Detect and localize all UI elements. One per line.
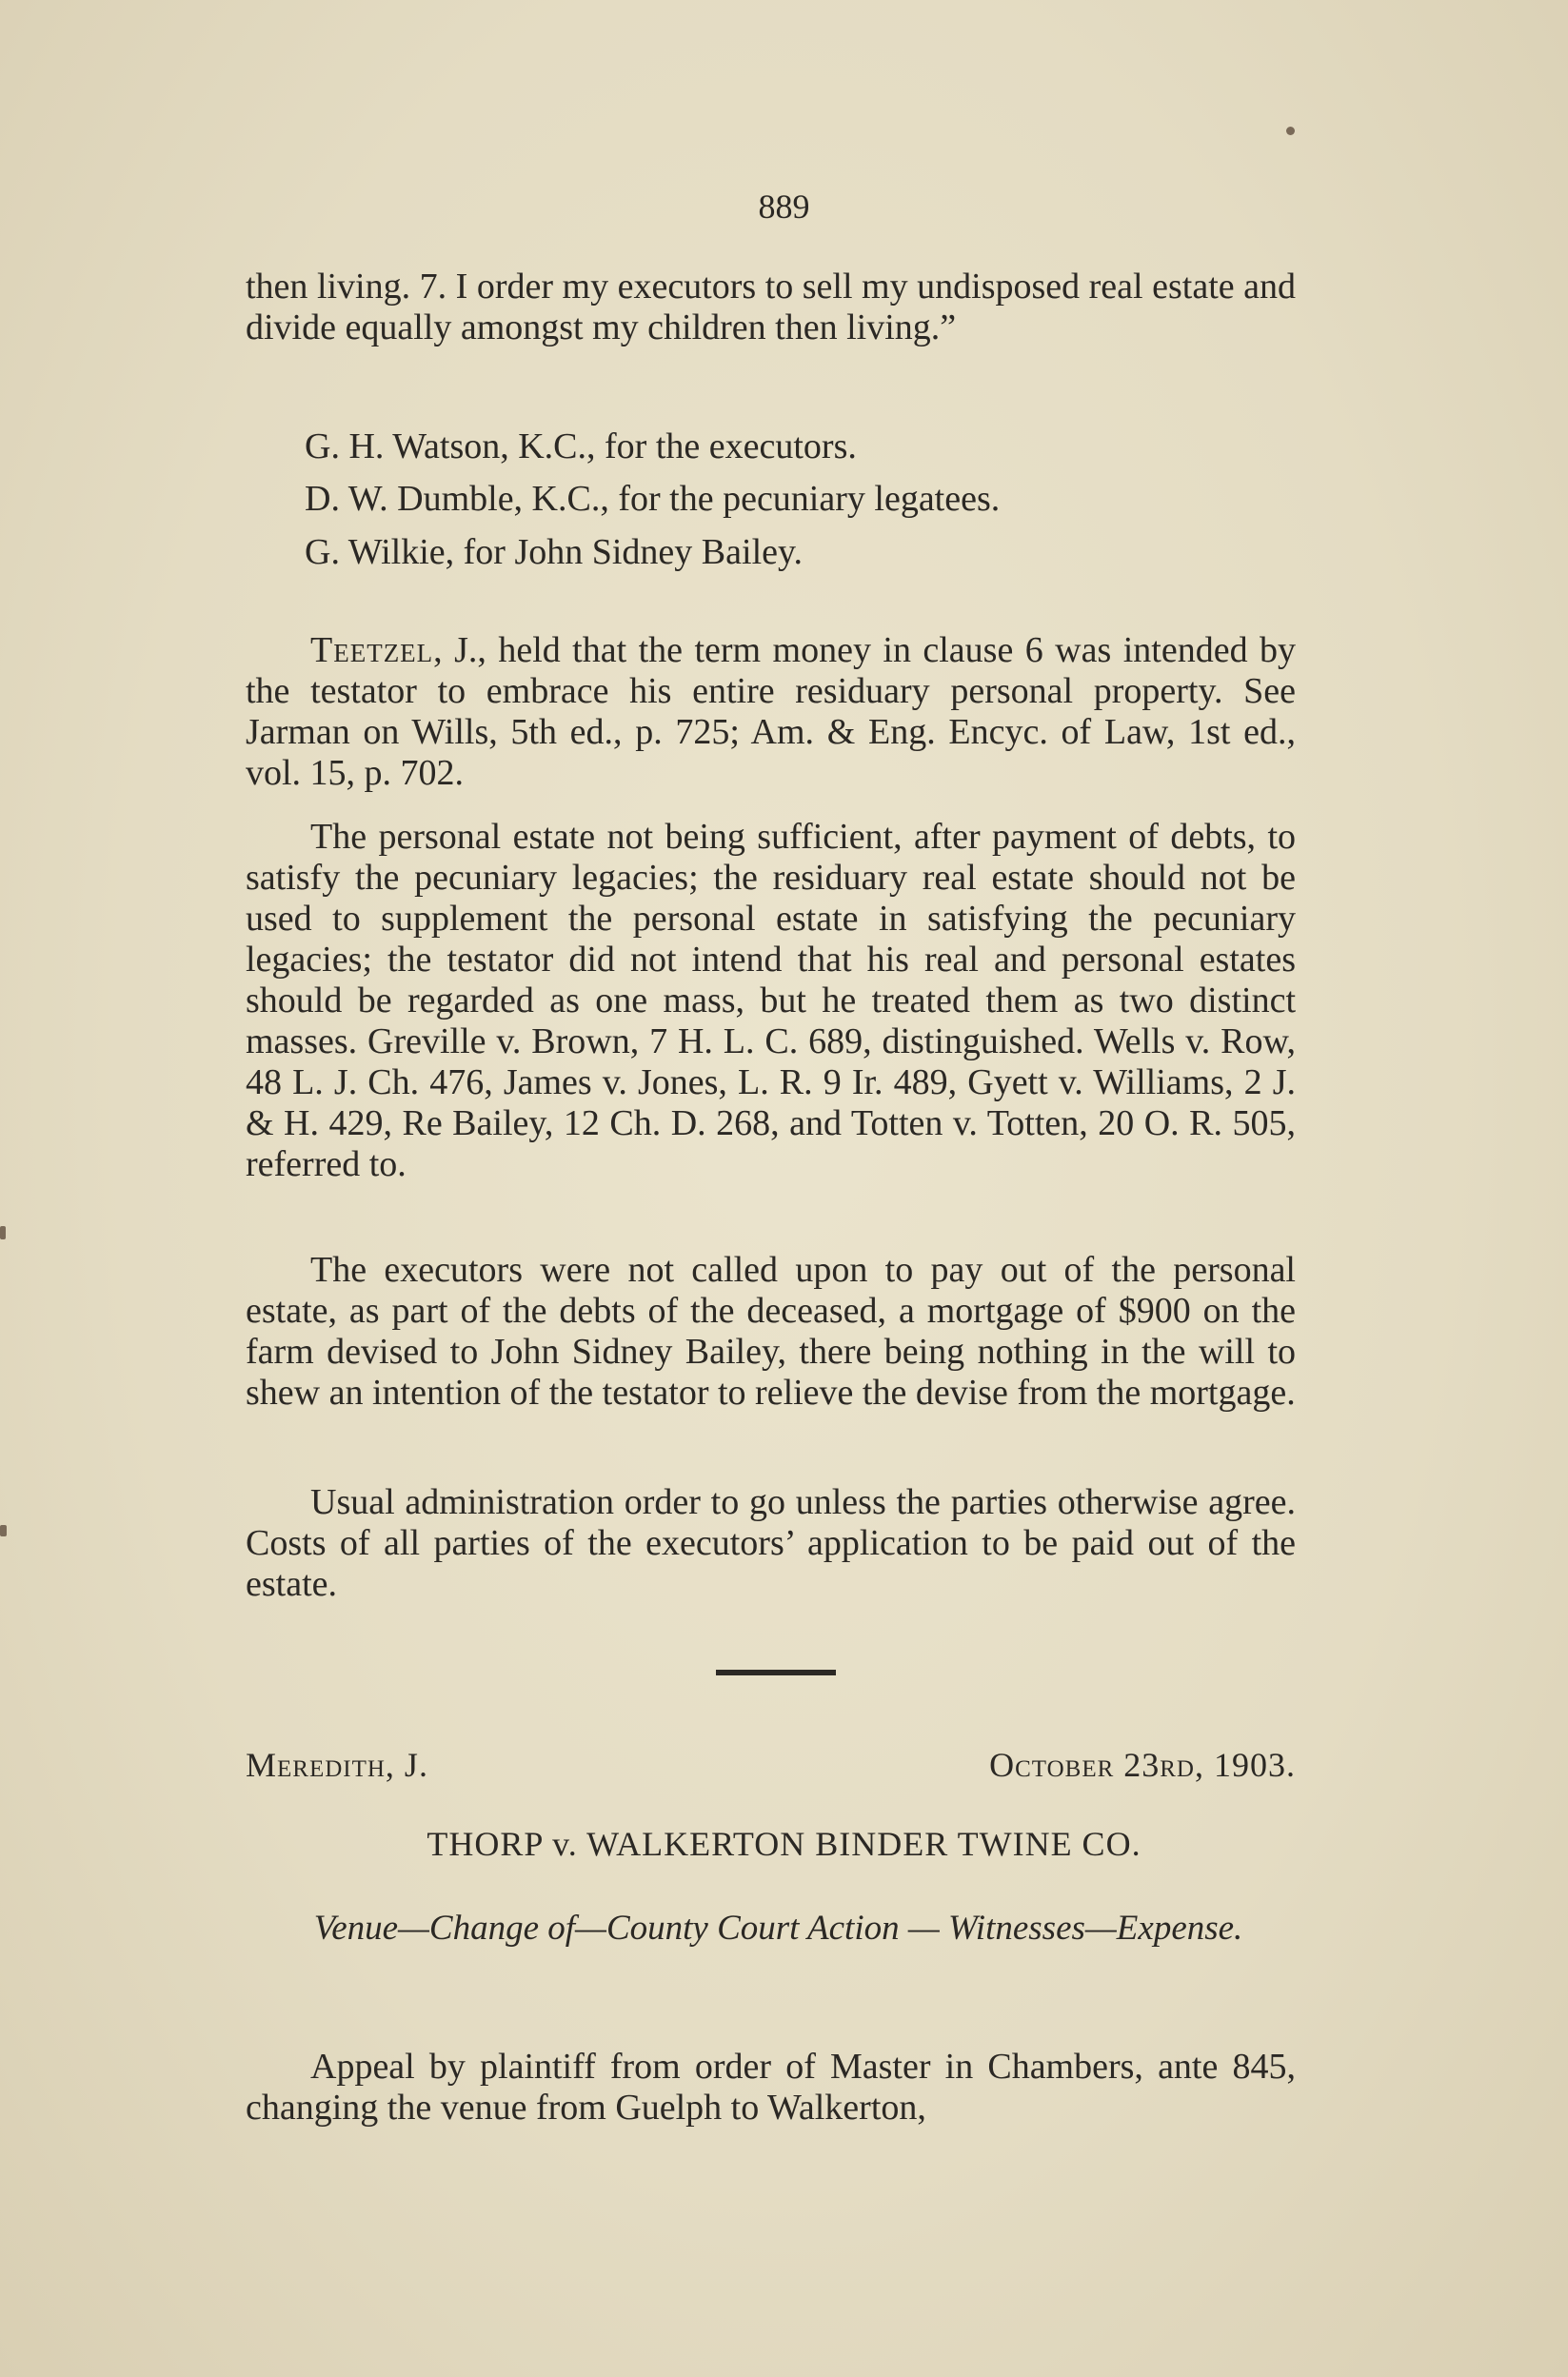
paragraph-will-clause: then living. 7. I order my executors to sell my undisposed real estate and divide equally amongst my children then living.” (246, 267, 1296, 347)
counsel-executors: G. H. Watson, K.C., for the executors. (305, 426, 857, 466)
section-divider (716, 1670, 836, 1675)
paper-speck (0, 1226, 6, 1239)
judgment-text: , J., held that the term money in clause 6 was intended by the testator to embrace his entire residuary personal property. See Jarman on Wills, 5th ed., p. 725; Am. & Eng. Encyc. of Law, 1st ed., vol. 15, p. 702. (246, 630, 1296, 793)
judge-name: Teetzel (310, 630, 434, 670)
paper-speck (1286, 127, 1295, 135)
counsel-bailey: G. Wilkie, for John Sidney Bailey. (305, 532, 804, 572)
case-date-line (246, 1745, 1296, 1785)
page-number: 889 (758, 188, 810, 226)
paragraph-personal-estate (246, 817, 1296, 1185)
case-title: THORP v. WALKERTON BINDER TWINE CO. (427, 1825, 1141, 1863)
appeal-text: Appeal by plaintiff from order of Master in Chambers, ante 845, changing the venue from Guelph to Walkerton, (246, 2047, 1296, 2128)
paragraph-executors (246, 1250, 1296, 1414)
case-headnote: Venue—Change of—County Court Action — Witnesses—Expense. (313, 1909, 1243, 1948)
paragraph-appeal (246, 2047, 1296, 2129)
case-judge: Meredith, J. (246, 1746, 428, 1784)
paragraph-judgment (246, 630, 1296, 794)
case-date: October 23rd, 1903. (989, 1746, 1296, 1784)
counsel-pecuniary-legatees: D. W. Dumble, K.C., for the pecuniary legatees. (305, 479, 1001, 519)
paper-speck (0, 1525, 7, 1536)
personal-estate-text: The personal estate not being sufficient, after payment of debts, to satisfy the pecuniary legacies; the residuary real estate should not be used to supplement the personal estate in satisfying the pecuniary legacies; the testator did not intend that his real and personal estates should be regarded as one mass, but he treated them as two distinct masses. Greville v. Brown, 7 H. L. C. 689, distinguished. Wells v. Row, 48 L. J. Ch. 476, James v. Jones, L. R. 9 Ir. 489, Gyett v. Williams, 2 J. & H. 429, Re Bailey, 12 Ch. D. 268, and Totten v. Totten, 20 O. R. 505, referred to. (246, 817, 1296, 1184)
order-text: Usual administration order to go unless the parties otherwise agree. Costs of all parties of the executors’ application to be paid out of the estate. (246, 1482, 1296, 1604)
executors-text: The executors were not called upon to pay out of the personal estate, as part of the debts of the deceased, a mortgage of $900 on the farm devised to John Sidney Bailey, there being nothing in the will to shew an intention of the testator to relieve the devise from the mortgage. (246, 1250, 1296, 1413)
paragraph-order (246, 1482, 1296, 1605)
